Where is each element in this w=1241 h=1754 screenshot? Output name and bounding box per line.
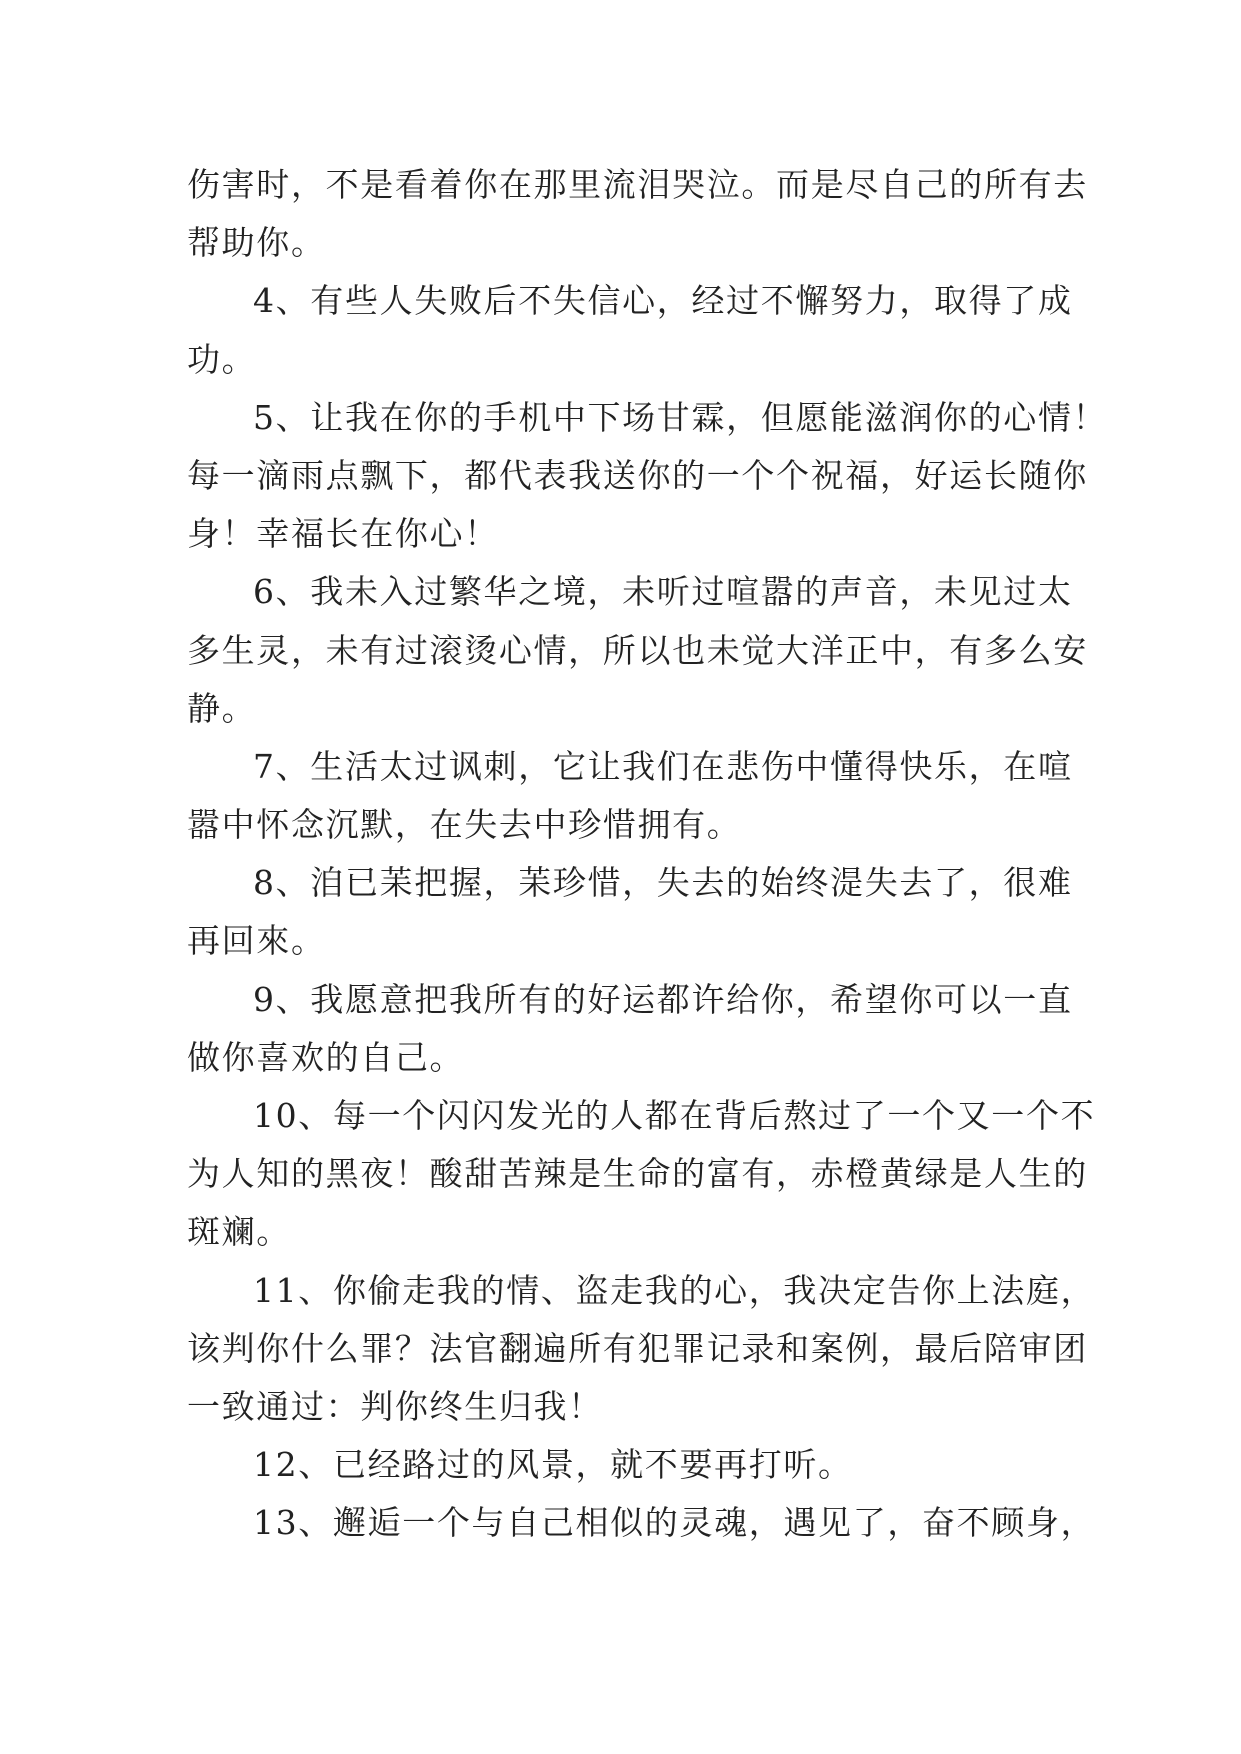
text-line: 身！幸福长在你心！ <box>187 514 499 554</box>
text-line: 斑斓。 <box>187 1212 291 1252</box>
text-line: 多生灵，未有过滚烫心情，所以也未觉大洋正中，有多么安 <box>187 630 1088 670</box>
text-line: 7、生活太过讽刺，它让我们在悲伤中懂得快乐，在喧 <box>253 746 1073 786</box>
document-body <box>187 156 1108 1553</box>
text-line: 9、我愿意把我所有的好运都许给你，希望你可以一直 <box>253 979 1073 1019</box>
text-line: 静。 <box>187 688 257 728</box>
text-line: 每一滴雨点飘下，都代表我送你的一个个祝福，好运长随你 <box>187 455 1088 495</box>
text-line: 一致通过：判你终生归我！ <box>187 1386 603 1426</box>
text-line: 12、已经路过的风景，就不要再打听。 <box>253 1445 853 1485</box>
text-line: 功。 <box>187 339 257 379</box>
text-line: 10、每一个闪闪发光的人都在背后熬过了一个又一个不 <box>253 1096 1096 1135</box>
text-line: 13、邂逅一个与自己相似的灵魂，遇见了，奋不顾身， <box>253 1503 1096 1543</box>
text-line: 4、有些人失败后不失信心，经过不懈努力，取得了成 <box>253 281 1073 321</box>
text-line: 做你喜欢的自己。 <box>187 1037 465 1077</box>
text-line: 为人知的黑夜！酸甜苦辣是生命的富有，赤橙黄绿是人生的 <box>187 1154 1088 1194</box>
text-line: 5、让我在你的手机中下场甘霖，但愿能滋润你的心情！ <box>253 397 1108 437</box>
text-line: 嚣中怀念沉默，在失去中珍惜拥有。 <box>187 805 742 845</box>
text-line: 帮助你。 <box>187 223 326 263</box>
text-line: 8、洎已苿把握，苿珍惜，失去的始终湜失去了，很难 <box>253 863 1073 903</box>
text-line: 该判你什么罪？法官翻遍所有犯罪记录和案例，最后陪审团 <box>187 1328 1088 1368</box>
text-line: 再回來。 <box>187 921 326 961</box>
text-line: 伤害时，不是看着你在那里流泪哭泣。而是尽自己的所有去 <box>187 165 1088 204</box>
text-line: 6、我未入过繁华之境，未听过喧嚣的声音，未见过太 <box>253 572 1073 612</box>
text-line: 11、你偷走我的情、盗走我的心，我决定告你上法庭， <box>253 1270 1096 1310</box>
